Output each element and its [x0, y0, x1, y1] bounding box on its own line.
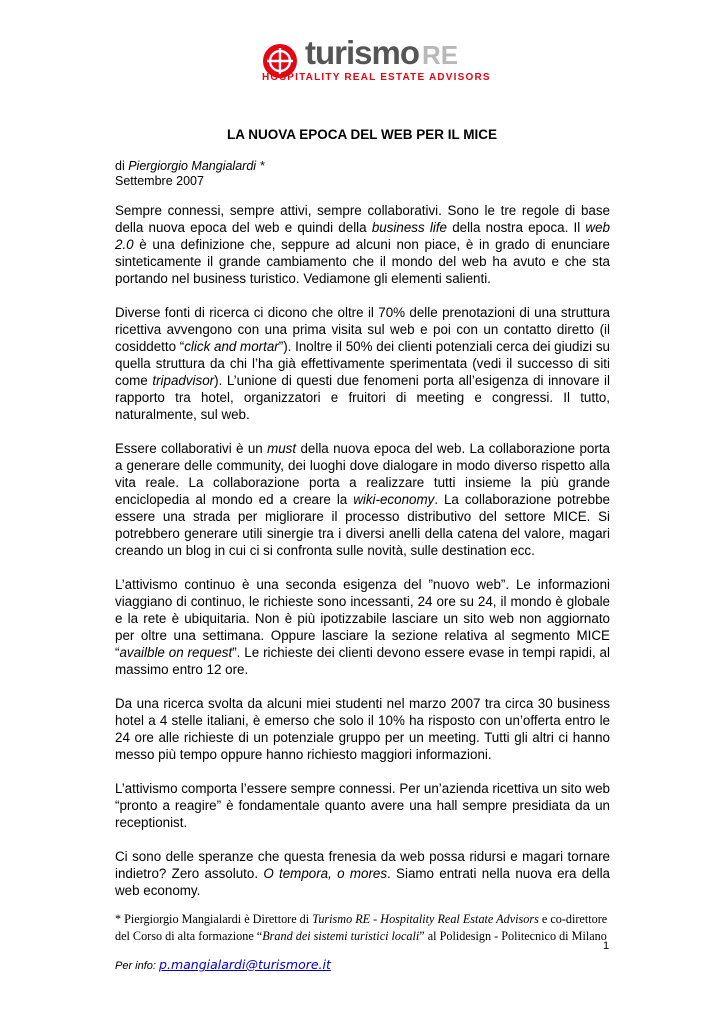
body-paragraph [115, 202, 610, 287]
turismo-re-logo [262, 34, 491, 84]
body-paragraph [115, 576, 610, 678]
byline-author: Piergiorgio Mangialardi * [128, 159, 265, 173]
contact-email-link[interactable]: p.mangialardi@turismore.it [159, 957, 331, 972]
text-run: della nostra epoca. Il [446, 220, 586, 235]
body-paragraph [115, 440, 610, 559]
document-title: LA NUOVA EPOCA DEL WEB PER IL MICE [226, 127, 498, 142]
contact-label: Per info: [115, 960, 160, 972]
byline-date: Settembre 2007 [115, 174, 204, 188]
body-paragraph [115, 848, 610, 899]
byline-prefix: di [115, 159, 129, 173]
text-run: L’attivismo comporta l’essere sempre connessi. Per un’azienda ricettiva un sito web “pronto a reagire” è fondamentale quanto avere una hall sempre presidiata da un receptionist. [115, 781, 610, 830]
logo-wordmark [305, 36, 458, 69]
text-run: . Siamo entrati nella nuova era della web economy. [115, 866, 610, 898]
text-run: Ci sono delle speranze che questa frenesia da web possa ridursi e magari tornare indietro? Zero assoluto. [115, 849, 610, 881]
text-run: ”. Le richieste dei clienti devono essere evase in tempi rapidi, al massimo entro 12 ore. [115, 645, 610, 677]
text-run: ” al Polidesign - Politecnico di Milano [419, 929, 607, 943]
text-run: Sempre connessi, sempre attivi, sempre collaborativi. Sono le tre regole di base della nuova epoca del web e quindi della [115, 203, 610, 235]
paragraphs [115, 202, 610, 899]
text-run: . La collaborazione potrebbe essere una strada per migliorare il processo distributivo del settore MICE. Si potrebbero generare utili sinergie tra i diversi anelli della catena del valore, magari creando un blog in cui ci si confronta sulle novità, sulle destination ecc. [115, 492, 610, 558]
author-footnote [115, 911, 610, 945]
emphasis-text: Brand dei sistemi turistici locali [262, 929, 420, 943]
text-run: e co-direttore del Corso di alta formazione “ [115, 912, 608, 943]
byline [115, 159, 264, 189]
emphasis-text: Turismo RE - Hospitality Real Estate Advisors [312, 912, 539, 926]
text-run: Diverse fonti di ricerca ci dicono che oltre il 70% delle prenotazioni di una struttura ricettiva avvengono con una prima visita sul web e poi con un contatto diretto (il cosiddetto “ [115, 305, 610, 354]
emphasis-text: business life [371, 220, 447, 235]
page-number: 1 [603, 940, 610, 952]
emphasis-text: O tempora, o mores [263, 866, 388, 881]
text-run: è una definizione che, seppure ad alcuni non piace, è in grado di enunciare sinteticamente il grande cambiamento che il mondo del web ha avuto e che sta portando nel business turistico. Vediamone gli elementi salienti. [115, 237, 610, 286]
emphasis-text: web 2.0 [115, 220, 610, 252]
emphasis-text: click and mortar [184, 339, 279, 354]
body-paragraph [115, 780, 610, 831]
byline-author-line [115, 159, 264, 174]
text-run: * Piergiorgio Mangialardi è Direttore di [115, 912, 313, 926]
article-body [115, 202, 610, 972]
text-run: Da una ricerca svolta da alcuni miei studenti nel marzo 2007 tra circa 30 business hotel a 4 stelle italiani, è emerso che solo il 10% ha risposto con un’offerta entro le 24 ore alle richieste di un potenziale gruppo per un meeting. Tutti gli altri ci hanno messo più tempo oppure hanno richiesto maggiori informazioni. [115, 696, 610, 762]
emphasis-text: wiki-economy [353, 492, 435, 507]
logo-wordmark-suffix: RE [422, 40, 459, 70]
text-run: L’attivismo continuo è una seconda esigenza del ”nuovo web”. Le informazioni viaggiano di continuo, le richieste sono incessanti, 24 ore su 24, il mondo è globale e la rete è ubiquitaria. Non è più ipotizzabile lasciare un sito web non aggiornato per oltre una settimana. Oppure lasciare la sezione relativa al segmento MICE “ [115, 577, 610, 660]
contact-info [115, 957, 610, 972]
emphasis-text: availble on request [119, 645, 233, 660]
emphasis-text: tripadvisor [152, 373, 215, 388]
text-run: ”). Inoltre il 50% dei clienti potenziali cerca dei giudizi su quella struttura da chi l’ha già effettivamente sperimentata (vedi il successo di siti come [115, 339, 610, 388]
text-run: della nuova epoca del web. La collaborazione porta a generare delle community, dei luoghi dove dialogare in modo diverso rispetto alla vita reale. La collaborazione porta a realizzare tutti insieme la più grande enciclopedia al mondo ed a creare la [115, 441, 610, 507]
logo-tagline: HOSPITALITY REAL ESTATE ADVISORS [262, 72, 491, 83]
body-paragraph [115, 695, 610, 763]
emphasis-text: must [267, 441, 297, 456]
logo-wordmark-main: turismo [305, 34, 420, 71]
body-paragraph [115, 304, 610, 423]
text-run: ). L’unione di questi due fenomeni porta all’esigenza di innovare il rapporto tra hotel, organizzatori e fruitori di meeting e congressi. Il tutto, naturalmente, sul web. [115, 373, 610, 422]
text-run: Essere collaborativi è un [115, 441, 268, 456]
